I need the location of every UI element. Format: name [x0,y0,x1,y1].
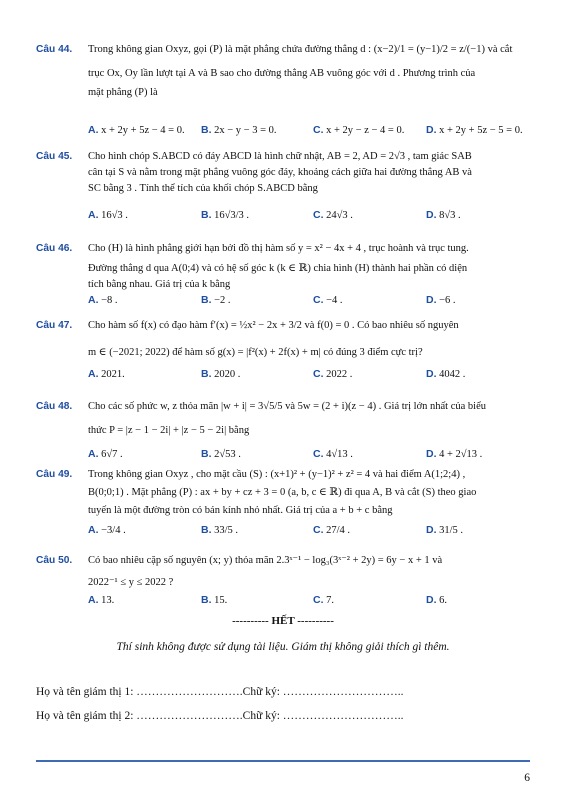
option-d: D. −6 . [426,294,456,306]
option-a: A. −3/4 . [88,524,126,536]
question-line: Trong không gian Oxyz, gọi (P) là mặt phẳng chứa đường thẳng d : (x−2)/1 = (y−1)/2 = z/(−1) và cắt [88,44,513,55]
question-line: 2022⁻¹ ≤ y ≤ 2022 ? [88,577,174,588]
question-line: Cho hàm số f(x) có đạo hàm f′(x) = ½x² − 2x + 3/2 và f(0) = 0 . Có bao nhiêu số nguyên [88,320,459,331]
end-mark: ---------- HẾT ---------- [232,615,334,627]
option-d: D. 6. [426,594,447,606]
question-label: Câu 49. [36,469,73,480]
option-letter: C. [313,209,324,221]
option-letter: D. [426,294,437,306]
question-line: Đường thẳng d qua A(0;4) và có hệ số góc k (k ∈ ℝ) chia hình (H) thành hai phần có diện [88,263,468,274]
option-d: D. 4 + 2√13 . [426,448,483,460]
option-c: C. 4√13 . [313,448,353,460]
question-line: Cho hình chóp S.ABCD có đáy ABCD là hình chữ nhật, AB = 2, AD = 2√3 , tam giác SAB [88,151,472,162]
option-c: C. 24√3 . [313,209,353,221]
question-label: Câu 45. [36,151,73,162]
question-48-text [88,399,538,439]
option-letter: D. [426,448,437,460]
option-c: C. −4 . [313,294,343,306]
footer-divider [36,760,530,762]
question-line: Trong không gian Oxyz , cho mặt cầu (S) : (x+1)² + (y−1)² + z² = 4 và hai điểm A(1;2;4) , [88,469,466,480]
option-b: B. 2x − y − 3 = 0. [201,124,277,136]
question-46-text [88,241,538,293]
option-letter: D. [426,594,437,606]
option-d: D. 8√3 . [426,209,461,221]
option-d: D. x + 2y + 5z − 5 = 0. [426,124,523,136]
option-b: B. 15. [201,594,228,606]
option-b: B. 16√3/3 . [201,209,250,221]
option-letter: D. [426,368,437,380]
option-letter: A. [88,368,99,380]
question-line: thức P = |z − 1 − 2i| + |z − 5 − 2i| bằng [88,425,250,436]
option-letter: B. [201,124,212,136]
option-a: A. 16√3 . [88,209,128,221]
question-label: Câu 44. [36,44,73,55]
question-line: tuyến là một đường tròn có bán kính nhỏ nhất. Giá trị của a + b + c bằng [88,505,393,516]
option-letter: B. [201,448,212,460]
option-letter: B. [201,294,212,306]
option-letter: D. [426,524,437,536]
question-label: Câu 47. [36,320,73,331]
question-line: mặt phẳng (P) là [88,87,158,98]
question-line: Cho các số phức w, z thỏa mãn |w + i| = 3√5/5 và 5w = (2 + i)(z − 4) . Giá trị lớn nhất của biểu [88,401,487,412]
option-a: A. 6√7 . [88,448,123,460]
option-d: D. 31/5 . [426,524,464,536]
option-letter: B. [201,594,212,606]
option-letter: C. [313,594,324,606]
question-line: B(0;0;1) . Mặt phẳng (P) : ax + by + cz + 3 = 0 (a, b, c ∈ ℝ) đi qua A, B và cắt (S) theo giao [88,487,477,498]
option-d: D. 4042 . [426,368,466,380]
question-line: trục Ox, Oy lần lượt tại A và B sao cho đường thẳng AB vuông góc với d . Phương trình của [88,68,476,79]
option-a: A. −8 . [88,294,118,306]
option-b: B. 2√53 . [201,448,241,460]
option-letter: A. [88,124,99,136]
question-label: Câu 48. [36,401,73,412]
exam-note: Thí sinh không được sử dụng tài liệu. Giám thị không giải thích gì thêm. [116,641,450,653]
option-letter: A. [88,448,99,460]
option-letter: C. [313,524,324,536]
option-letter: C. [313,124,324,136]
option-letter: C. [313,368,324,380]
question-44-text [88,42,538,101]
option-letter: D. [426,124,437,136]
question-line: SC bằng 3 . Tính thể tích của khối chóp S.ABCD bằng [88,183,318,194]
question-line: cân tại S và nằm trong mặt phẳng vuông góc đáy, khoảng cách giữa hai đường thẳng AB và [88,167,472,178]
proctor-1-signature-line: Họ và tên giám thị 1: ……………………….Chữ ký: ………………………….. [36,686,404,698]
question-49-text [88,467,538,519]
option-c: C. x + 2y − z − 4 = 0. [313,124,405,136]
option-c: C. 2022 . [313,368,353,380]
page-number: 6 [524,772,530,784]
question-line: tích bằng nhau. Giá trị của k bằng [88,279,231,290]
option-a: A. x + 2y + 5z − 4 = 0. [88,124,185,136]
question-line: m ∈ (−2021; 2022) để hàm số g(x) = |f²(x) + 2f(x) + m| có đúng 3 điểm cực trị? [88,347,423,358]
option-letter: C. [313,448,324,460]
option-b: B. −2 . [201,294,231,306]
option-c: C. 27/4 . [313,524,351,536]
question-line: Có bao nhiêu cặp số nguyên (x; y) thỏa mãn 2.3ˣ⁻¹ − log₃(3ˣ⁻² + 2y) = 6y − x + 1 và [88,555,443,566]
option-letter: D. [426,209,437,221]
option-a: A. 13. [88,594,115,606]
question-50-text [88,553,538,591]
option-b: B. 33/5 . [201,524,239,536]
option-letter: A. [88,594,99,606]
option-letter: B. [201,368,212,380]
option-c: C. 7. [313,594,334,606]
option-a: A. 2021. [88,368,125,380]
option-letter: A. [88,294,99,306]
option-letter: A. [88,524,99,536]
question-45-text [88,149,538,197]
proctor-2-signature-line: Họ và tên giám thị 2: ……………………….Chữ ký: ………………………….. [36,710,404,722]
option-letter: A. [88,209,99,221]
option-b: B. 2020 . [201,368,241,380]
question-label: Câu 50. [36,555,73,566]
question-47-text [88,318,538,361]
option-letter: B. [201,209,212,221]
option-letter: C. [313,294,324,306]
question-line: Cho (H) là hình phẳng giới hạn bởi đồ thị hàm số y = x² − 4x + 4 , trục hoành và trục tung. [88,243,469,254]
option-letter: B. [201,524,212,536]
question-label: Câu 46. [36,243,73,254]
